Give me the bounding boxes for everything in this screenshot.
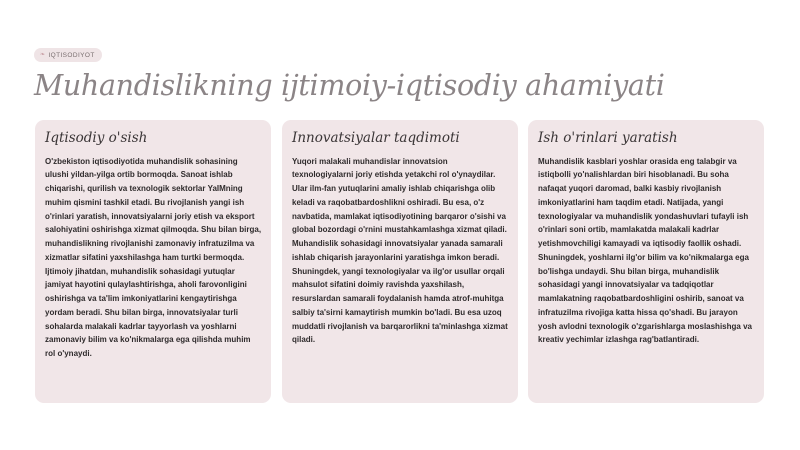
card-body: Muhandislik kasblari yoshlar orasida eng talabgir va istiqbolli yo'nalishlardan biri hisoblanadi. Bu soha nafaqat yuqori daromad, balki kasbiy rivojlanish imkoniyatlarini ham taqdim etadi. Natijada, yangi texnologiyalar va muhandislik yondashuvlari tufayli ish o'rinlari soni ortib, mamlakatda malakali kadrlar yetishmovchiligi kamayadi va iqtisodiy faollik oshadi. Shuningdek, yoshlarni ilg'or bilim va ko'nikmalarga ega bo'lishga undaydi. Shu bilan birga, muhandislik sohasidagi yangi innovatsiyalar va tadqiqotlar mamlakatning raqobatbardoshligini oshirib, sanoat va infratuzilma rivojiga katta hissa qo'shadi. Bu jarayon yosh avlodni texnologik o'zgarishlarga moslashishga va kreativ yechimlar izlashga rag'batlantiradi.: [538, 156, 752, 345]
page-title: Muhandislikning ijtimoiy-iqtisodiy ahamiyati: [34, 69, 665, 102]
category-tag: [34, 48, 102, 62]
card-economic-growth: [35, 120, 271, 403]
card-body: O'zbekiston iqtisodiyotida muhandislik sohasining ulushi yildan-yilga ortib bormoqda. Sanoat ishlab chiqarishi, qurilish va texnologik sektorlar YaIMning muhim qismini tashkil etadi. Bu rivojlanish yangi ish o'rinlari yaratish, innovatsiyalarni joriy etish va eksport salohiyatini oshirishga xizmat qilmoqda. Shu bilan birga, muhandislikning rivojlanishi zamonaviy infratuzilma va xizmatlar sifatini yaxshilashga ham turtki bermoqda. Ijtimoiy jihatdan, muhandislik sohasidagi yutuqlar jamiyat hayotini qulaylashtirishga, aholi farovonligini oshirishga va ta'lim imkoniyatlarini kengaytirishga yordam beradi. Shu bilan birga, innovatsiyalar turli sohalarda malakali kadrlar tayyorlash va yoshlarni zamonaviy bilim va ko'nikmalarga ega qilishda muhim rol o'ynaydi.: [45, 156, 262, 359]
card-title: Ish o'rinlari yaratish: [538, 130, 678, 146]
card-innovations: [282, 120, 518, 403]
card-title: Innovatsiyalar taqdimoti: [292, 130, 460, 146]
card-title: Iqtisodiy o'sish: [45, 130, 148, 146]
card-body: Yuqori malakali muhandislar innovatsion texnologiyalarni joriy etishda yetakchi rol o'ynaydilar. Ular ilm-fan yutuqlarini amaliy ishlab chiqarishga olib keladi va raqobatbardoshlikni oshiradi. Bu esa, o'z navbatida, mamlakat iqtisodiyotining barqaror o'sishi va global bozordagi o'rnini mustahkamlashga xizmat qiladi. Muhandislik sohasidagi innovatsiyalar yanada samarali ishlab chiqarish jarayonlarini yaratishga imkon beradi. Shuningdek, yangi texnologiyalar va ilg'or usullar orqali mahsulot sifatini doimiy ravishda yaxshilash, resurslardan samarali foydalanish hamda atrof-muhitga salbiy ta'sirni kamaytirish mumkin bo'ladi. Bu esa uzoq muddatli rivojlanish va barqarorlikni ta'minlashga xizmat qiladi.: [292, 156, 508, 345]
leaf-icon: ❧: [40, 52, 46, 58]
category-tag-label: IQTISODIYOT: [48, 51, 95, 59]
card-job-creation: [528, 120, 764, 403]
